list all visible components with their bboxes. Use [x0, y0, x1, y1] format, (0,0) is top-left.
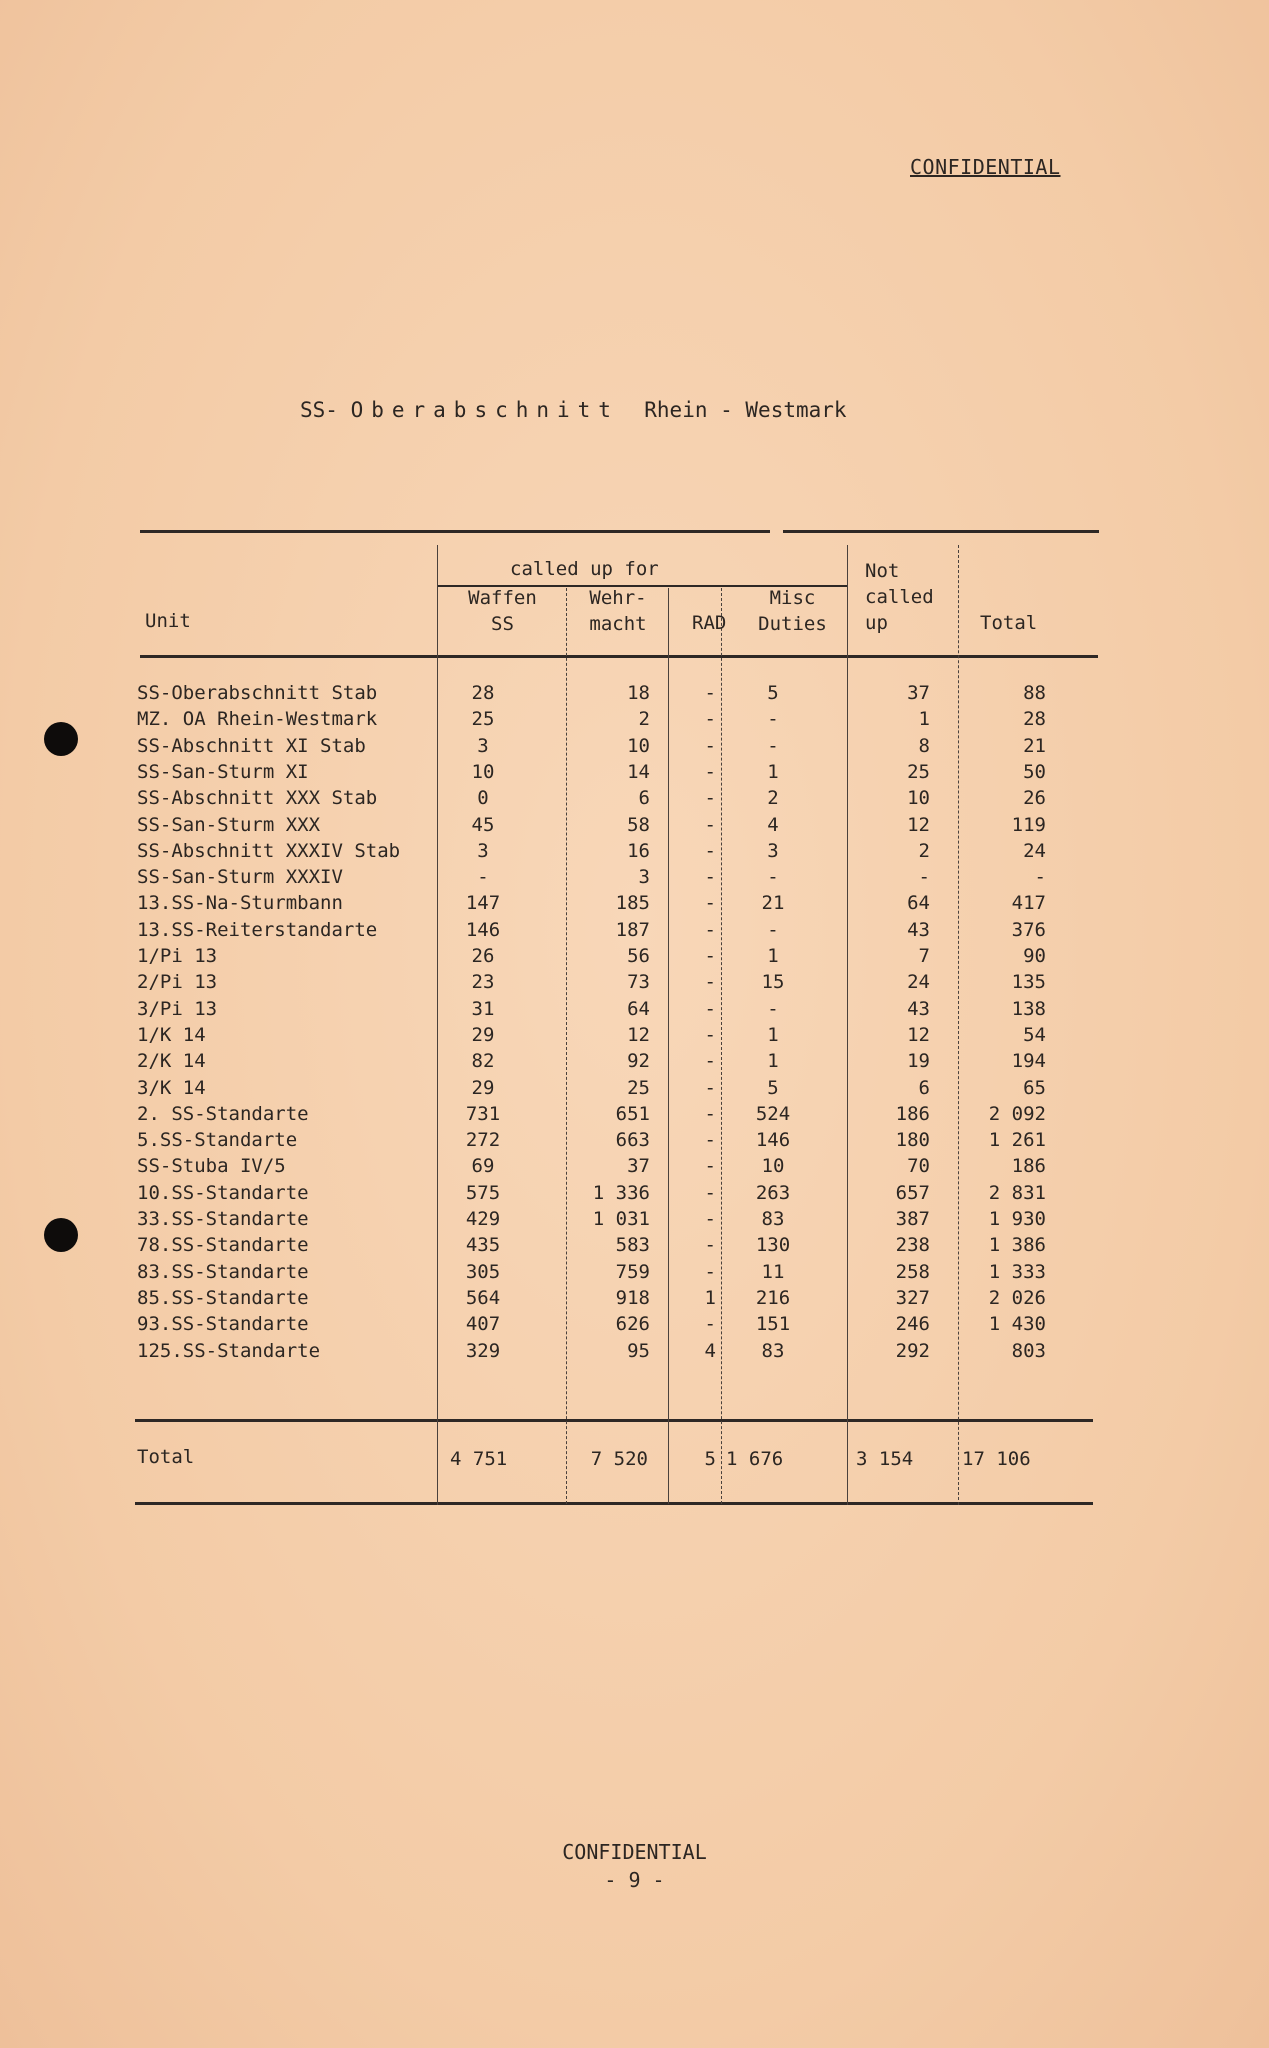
cell-total: 21	[1023, 734, 1046, 757]
cell-rad: -	[704, 839, 716, 862]
divider-waffen	[566, 588, 567, 1504]
cell-wehr: 64	[627, 997, 650, 1020]
cell-unit: 78.SS-Standarte	[137, 1234, 309, 1257]
cell-unit: 3/K 14	[137, 1076, 206, 1099]
cell-misc: 1	[767, 1050, 779, 1073]
cell-wehr: 6	[638, 787, 650, 810]
cell-waffen: -	[477, 866, 489, 889]
cell-total: 90	[1023, 945, 1046, 967]
cell-rad: -	[704, 1208, 716, 1230]
cell-wehr: 1 336	[592, 1181, 650, 1204]
cell-wehr: 918	[615, 1286, 650, 1309]
cell-total: 2 092	[988, 1102, 1046, 1125]
cell-unit: 2/Pi 13	[137, 971, 218, 994]
cell-total: 186	[1011, 1155, 1046, 1178]
cell-rad: -	[704, 1313, 716, 1336]
header-wehr-line2: macht	[589, 613, 647, 635]
cell-unit: 93.SS-Standarte	[137, 1313, 309, 1336]
cell-notcalled: 25	[907, 760, 930, 783]
header-waffen-ss	[440, 585, 565, 637]
cell-total: 1 430	[988, 1313, 1046, 1336]
cell-total: -	[1034, 866, 1046, 889]
cell-total: 803	[1011, 1339, 1046, 1362]
cell-total: 2 831	[988, 1181, 1046, 1204]
divider-wehr	[668, 588, 669, 1504]
header-notcalled-line3: up	[865, 612, 888, 634]
cell-wehr: 651	[615, 1102, 650, 1125]
cell-rad: -	[704, 1023, 716, 1046]
cell-notcalled: 327	[895, 1286, 930, 1309]
rule-top-left	[140, 530, 770, 533]
cell-rad: 4	[704, 1339, 716, 1362]
cell-unit: SS-Oberabschnitt Stab	[137, 682, 378, 704]
cell-rad: -	[704, 1260, 716, 1283]
cell-misc: -	[767, 734, 779, 757]
cell-total: 2 026	[988, 1286, 1046, 1309]
cell-wehr: 37	[627, 1155, 650, 1178]
cell-misc: 216	[755, 1286, 791, 1309]
rule-top-right	[783, 530, 1099, 533]
cell-total: 1 386	[988, 1234, 1046, 1257]
header-waffen-line1: Waffen	[468, 587, 537, 609]
cell-unit: SS-Stuba IV/5	[137, 1155, 286, 1178]
cell-misc: 1	[767, 945, 779, 967]
cell-total: 54	[1023, 1023, 1046, 1046]
cell-total: 1 333	[988, 1260, 1046, 1283]
header-called-up-for: called up for	[510, 558, 659, 580]
cell-wehr: 58	[627, 813, 650, 836]
cell-waffen: 28	[471, 682, 495, 704]
cell-misc: 11	[761, 1260, 785, 1283]
cell-unit: 83.SS-Standarte	[137, 1260, 309, 1283]
cell-waffen: 564	[465, 1286, 501, 1309]
cell-misc: 1	[767, 760, 779, 783]
title-prefix: SS-	[300, 398, 338, 422]
page-number: - 9 -	[604, 1868, 665, 1892]
document-title	[300, 398, 847, 422]
total-rad: 5	[704, 1448, 716, 1470]
header-wehr-line1: Wehr-	[589, 587, 647, 609]
cell-waffen: 25	[471, 708, 495, 731]
cell-waffen: 305	[465, 1260, 501, 1283]
cell-notcalled: 2	[918, 839, 930, 862]
cell-rad: 1	[704, 1286, 716, 1309]
cell-notcalled: 6	[918, 1076, 930, 1099]
cell-misc: 21	[761, 892, 785, 915]
cell-rad: -	[704, 997, 716, 1020]
cell-notcalled: 657	[895, 1181, 930, 1204]
cell-rad: -	[704, 734, 716, 757]
cell-waffen: 26	[471, 945, 495, 967]
cell-notcalled: 12	[907, 1023, 930, 1046]
cell-notcalled: 64	[907, 892, 930, 915]
cell-notcalled: 387	[895, 1208, 930, 1230]
cell-waffen: 147	[465, 892, 501, 915]
cell-notcalled: 19	[907, 1050, 930, 1073]
title-region: Rhein - Westmark	[644, 398, 847, 422]
cell-wehr: 663	[615, 1129, 650, 1152]
cell-notcalled: 246	[895, 1313, 930, 1336]
divider-unit	[437, 545, 438, 1505]
cell-wehr: 25	[627, 1076, 650, 1099]
header-unit: Unit	[145, 610, 191, 632]
cell-unit: SS-Abschnitt XXXIV Stab	[137, 839, 401, 862]
confidential-footer: CONFIDENTIAL	[562, 1840, 707, 1864]
rule-total-bottom	[135, 1502, 1093, 1505]
cell-misc: 15	[761, 971, 785, 994]
cell-waffen: 329	[465, 1339, 501, 1362]
punch-hole-bottom	[44, 1218, 78, 1252]
cell-notcalled: 24	[907, 971, 930, 994]
cell-rad: -	[704, 682, 716, 704]
cell-notcalled: 7	[918, 945, 930, 967]
cell-notcalled: 186	[895, 1102, 930, 1125]
cell-misc: -	[767, 866, 779, 889]
cell-misc: 263	[755, 1181, 791, 1204]
cell-total: 135	[1011, 971, 1046, 994]
cell-wehr: 1 031	[592, 1208, 650, 1230]
cell-unit: 125.SS-Standarte	[137, 1339, 321, 1362]
cell-waffen: 3	[477, 839, 489, 862]
cell-misc: 5	[767, 1076, 779, 1099]
cell-rad: -	[704, 918, 716, 941]
cell-misc: -	[767, 997, 779, 1020]
total-notcalled: 3 154	[856, 1448, 914, 1470]
cell-notcalled: 238	[895, 1234, 930, 1257]
punch-hole-top	[44, 722, 78, 756]
cell-unit: SS-San-Sturm XI	[137, 760, 309, 783]
cell-total: 138	[1011, 997, 1046, 1020]
cell-waffen: 31	[471, 997, 495, 1020]
cell-unit: 3/Pi 13	[137, 997, 218, 1020]
cell-notcalled: -	[918, 866, 930, 889]
cell-rad: -	[704, 892, 716, 915]
cell-misc: 524	[755, 1102, 791, 1125]
cell-unit: 85.SS-Standarte	[137, 1286, 309, 1309]
cell-waffen: 731	[465, 1102, 501, 1125]
cell-wehr: 95	[627, 1339, 650, 1362]
total-misc: 1 676	[726, 1448, 784, 1470]
cell-total: 50	[1023, 760, 1046, 783]
cell-total: 417	[1011, 892, 1046, 915]
cell-notcalled: 43	[907, 997, 930, 1020]
cell-total: 26	[1023, 787, 1046, 810]
cell-rad: -	[704, 813, 716, 836]
cell-total: 194	[1011, 1050, 1046, 1073]
cell-total: 88	[1023, 682, 1046, 704]
cell-total: 1 261	[988, 1129, 1046, 1152]
cell-wehr: 12	[627, 1023, 650, 1046]
rule-header-bottom	[140, 655, 1098, 658]
cell-rad: -	[704, 971, 716, 994]
cell-waffen: 435	[465, 1234, 501, 1257]
cell-wehr: 73	[627, 971, 650, 994]
cell-wehr: 187	[615, 918, 650, 941]
cell-misc: -	[767, 918, 779, 941]
cell-wehr: 185	[615, 892, 650, 915]
cell-wehr: 16	[627, 839, 650, 862]
cell-rad: -	[704, 945, 716, 967]
header-notcalled-line1: Not	[865, 560, 900, 582]
header-waffen-line2: SS	[491, 613, 514, 635]
cell-misc: 3	[767, 839, 779, 862]
cell-unit: 33.SS-Standarte	[137, 1208, 309, 1230]
cell-misc: 151	[755, 1313, 791, 1336]
cell-waffen: 3	[477, 734, 489, 757]
cell-total: 376	[1011, 918, 1046, 941]
cell-waffen: 429	[465, 1208, 501, 1230]
cell-misc: -	[767, 708, 779, 731]
cell-notcalled: 12	[907, 813, 930, 836]
cell-misc: 83	[761, 1339, 785, 1362]
cell-wehr: 14	[627, 760, 650, 783]
cell-rad: -	[704, 787, 716, 810]
cell-waffen: 29	[471, 1076, 495, 1099]
cell-waffen: 407	[465, 1313, 501, 1336]
cell-wehr: 10	[627, 734, 650, 757]
rule-total-top	[135, 1419, 1093, 1422]
cell-rad: -	[704, 1076, 716, 1099]
cell-wehr: 3	[638, 866, 650, 889]
header-notcalled-line2: called	[865, 586, 934, 608]
cell-unit: 5.SS-Standarte	[137, 1129, 298, 1152]
cell-notcalled: 1	[918, 708, 930, 731]
cell-notcalled: 292	[895, 1339, 930, 1362]
cell-misc: 130	[755, 1234, 791, 1257]
cell-waffen: 29	[471, 1023, 495, 1046]
cell-total: 28	[1023, 708, 1046, 731]
header-misc-line2: Duties	[758, 613, 827, 635]
cell-wehr: 759	[615, 1260, 650, 1283]
cell-rad: -	[704, 1050, 716, 1073]
cell-unit: 2. SS-Standarte	[137, 1102, 309, 1125]
cell-unit: 13.SS-Na-Sturmbann	[137, 892, 343, 915]
cell-unit: SS-San-Sturm XXX	[137, 813, 321, 836]
cell-waffen: 10	[471, 760, 495, 783]
cell-total: 1 930	[988, 1208, 1046, 1230]
cell-unit: 1/K 14	[137, 1023, 206, 1046]
total-label: Total	[137, 1446, 195, 1468]
cell-wehr: 92	[627, 1050, 650, 1073]
cell-rad: -	[704, 866, 716, 889]
cell-wehr: 56	[627, 945, 650, 967]
total-waffen: 4 751	[450, 1448, 508, 1470]
cell-total: 24	[1023, 839, 1046, 862]
cell-rad: -	[704, 1155, 716, 1178]
cell-rad: -	[704, 708, 716, 731]
cell-waffen: 146	[465, 918, 501, 941]
cell-misc: 2	[767, 787, 779, 810]
cell-total: 119	[1011, 813, 1046, 836]
cell-waffen: 69	[471, 1155, 495, 1178]
cell-waffen: 82	[471, 1050, 495, 1073]
divider-notcalled	[958, 545, 959, 1505]
cell-misc: 83	[761, 1208, 785, 1230]
divider-misc	[847, 545, 848, 1505]
total-grand: 17 106	[962, 1448, 1031, 1470]
header-rad: RAD	[692, 612, 727, 634]
cell-unit: SS-Abschnitt XXX Stab	[137, 787, 378, 810]
cell-notcalled: 10	[907, 787, 930, 810]
cell-notcalled: 43	[907, 918, 930, 941]
cell-notcalled: 37	[907, 682, 930, 704]
cell-wehr: 18	[627, 682, 650, 704]
cell-unit: 10.SS-Standarte	[137, 1181, 309, 1204]
header-total: Total	[980, 612, 1038, 634]
cell-wehr: 626	[615, 1313, 650, 1336]
cell-misc: 1	[767, 1023, 779, 1046]
total-wehr: 7 520	[590, 1448, 648, 1470]
cell-unit: 13.SS-Reiterstandarte	[137, 918, 378, 941]
cell-waffen: 575	[465, 1181, 501, 1204]
cell-misc: 10	[761, 1155, 785, 1178]
cell-rad: -	[704, 1234, 716, 1257]
cell-notcalled: 70	[907, 1155, 930, 1178]
cell-notcalled: 8	[918, 734, 930, 757]
cell-unit: 2/K 14	[137, 1050, 206, 1073]
cell-wehr: 583	[615, 1234, 650, 1257]
header-misc-line1: Misc	[769, 587, 816, 609]
cell-unit: SS-San-Sturm XXXIV	[137, 866, 343, 889]
cell-wehr: 2	[638, 708, 650, 731]
confidential-header: CONFIDENTIAL	[910, 155, 1061, 179]
cell-rad: -	[704, 1102, 716, 1125]
cell-rad: -	[704, 1181, 716, 1204]
header-misc-duties	[740, 585, 845, 637]
cell-waffen: 23	[471, 971, 495, 994]
cell-waffen: 45	[471, 813, 495, 836]
cell-unit: 1/Pi 13	[137, 945, 218, 967]
cell-unit: SS-Abschnitt XI Stab	[137, 734, 366, 757]
header-wehrmacht	[570, 585, 666, 637]
cell-waffen: 272	[465, 1129, 501, 1152]
cell-waffen: 0	[477, 787, 489, 810]
cell-notcalled: 258	[895, 1260, 930, 1283]
header-not-called-up	[865, 558, 934, 636]
cell-misc: 5	[767, 682, 779, 704]
title-spaced: Oberabschnitt	[350, 398, 619, 422]
cell-misc: 4	[767, 813, 779, 836]
cell-rad: -	[704, 1129, 716, 1152]
cell-misc: 146	[755, 1129, 791, 1152]
cell-rad: -	[704, 760, 716, 783]
cell-total: 65	[1023, 1076, 1046, 1099]
cell-notcalled: 180	[895, 1129, 930, 1152]
cell-unit: MZ. OA Rhein-Westmark	[137, 708, 378, 731]
